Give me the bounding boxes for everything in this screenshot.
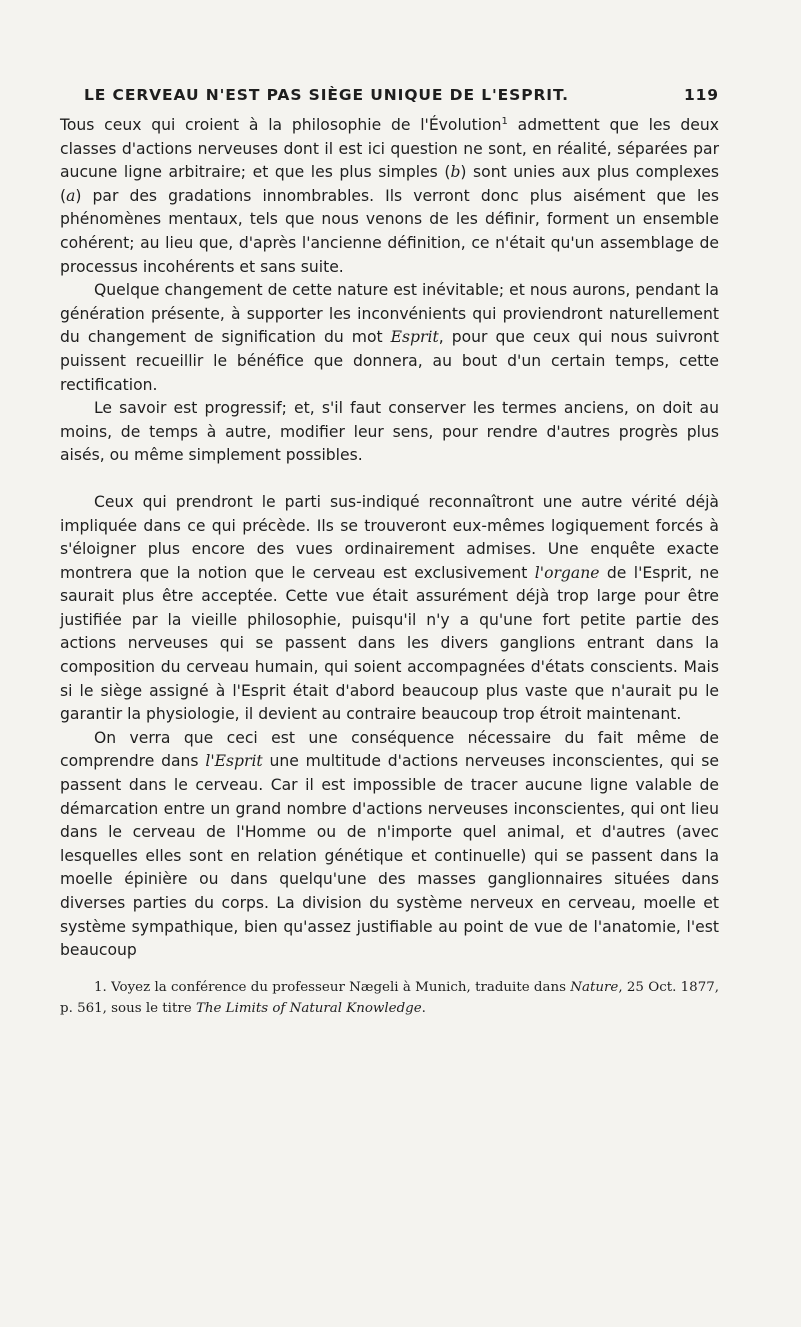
footnote-text-c: . — [421, 1000, 426, 1016]
paragraph-1-text-d: ) sont unies aux plus complexes ( — [60, 163, 719, 205]
paragraph-4-em: l'organe — [534, 563, 600, 582]
paragraph-5-text-b: une multitude d'actions nerveuses inconscientes, qui se passent dans le cerveau. Car il est impossible de tracer aucune ligne valable de démarcation entre un grand nombre d'actions nerveuses inconscientes, qui ont lieu dans le cerveau de l'Homme ou de n'importe quel animal, et d'autres (avec lesquelles elles sont en relation génétique et continuelle) qui se passent dans la moelle épinière ou dans quelqu'une des masses ganglionnaires situées dans diverses parties du corps. La division du système nerveux en cerveau, moelle et système sympathique, bien qu'assez justifiable au point de vue de l'anatomie, l'est beaucoup — [60, 752, 719, 960]
paragraph-2-text-b: , pour que ceux qui nous suivront puissent recueillir le bénéfice que donnera, au bout d'un certain temps, cette rectification. — [60, 328, 719, 394]
paragraph-4-text-b: de l'Esprit, ne saurait plus être acceptée. Cette vue était assurément déjà trop large pour être justifiée par la vieille philosophie, puisqu'il n'y a qu'une fort petite partie des actions nerveuses qui se passent dans les divers ganglions entrant dans la composition du cerveau humain, qui soient accompagnées d'états conscients. Mais si le siège assigné à l'Esprit était d'abord beaucoup plus vaste que n'aurait pu le garantir la physiologie, il devient au contraire beaucoup trop étroit maintenant. — [60, 563, 720, 724]
paragraph-5-em: l'Esprit — [205, 752, 263, 771]
paragraph-4 — [60, 491, 719, 727]
footnote — [60, 977, 719, 1019]
paragraph-5-text-a: On verra que ceci est une conséquence nécessaire du fait même de comprendre dans — [60, 728, 719, 771]
paragraph-2-text-a: Quelque changement de cette nature est inévitable; et nous aurons, pendant la génération présente, à supporter les inconvénients qui proviendront naturellement du changement de signification du mot — [60, 281, 719, 347]
paragraph-1-text-b: admettent que les deux classes d'actions nerveuses dont il est ici question ne sont, en réalité, séparées par aucune ligne arbitraire; et que les plus simples ( — [60, 116, 719, 182]
paragraph-4-text-a: Ceux qui prendront le parti sus-indiqué reconnaîtront une autre vérité déjà impliquée dans ce qui précède. Ils se trouveront eux-mêmes logiquement forcés à s'éloigner plus encore des vues ordinairement admises. Une enquête exacte montrera que la notion que le cerveau est exclusivement — [60, 492, 719, 582]
footnote-em-journal: Nature — [570, 979, 619, 995]
paragraph-3: Le savoir est progressif; et, s'il faut conserver les termes anciens, on doit au moins, de temps à autre, modifier leur sens, pour rendre d'autres progrès plus aisés, ou même simplement possibles. — [60, 399, 719, 465]
body-text — [60, 114, 719, 963]
footnote-em-title: The Limits of Natural Knowledge — [195, 1000, 422, 1016]
footnote-marker: 1 — [501, 115, 508, 127]
paragraph-2-em: Esprit — [390, 328, 439, 347]
running-head-title: LE CERVEAU N'EST PAS SIÈGE UNIQUE DE L'ESPRIT. — [84, 86, 569, 104]
paragraph-5 — [60, 727, 719, 963]
paragraph-2 — [60, 279, 719, 397]
footnote-text-a: 1. Voyez la conférence du professeur Nægeli à Munich, traduite dans — [94, 979, 571, 995]
paragraph-1-em-b: b — [450, 163, 461, 182]
page-number: 119 — [683, 86, 719, 104]
running-head — [84, 84, 719, 106]
paragraph-1-text-a: Tous ceux qui croient à la philosophie de l'Évolution — [60, 116, 502, 134]
footnote-text-b: , 25 Oct. 1877, p. 561, sous le titre — [60, 979, 719, 1016]
paragraph-1-text-f: ) par des gradations innombrables. Ils verront donc plus aisément que les phénomènes mentaux, tels que nous venons de les définir, forment un ensemble cohérent; au lieu que, d'après l'ancienne définition, ce n'était qu'un assemblage de processus incohérents et sans suite. — [60, 186, 719, 276]
paragraph-1 — [60, 114, 719, 279]
paragraph-1-em-a: a — [66, 186, 76, 205]
